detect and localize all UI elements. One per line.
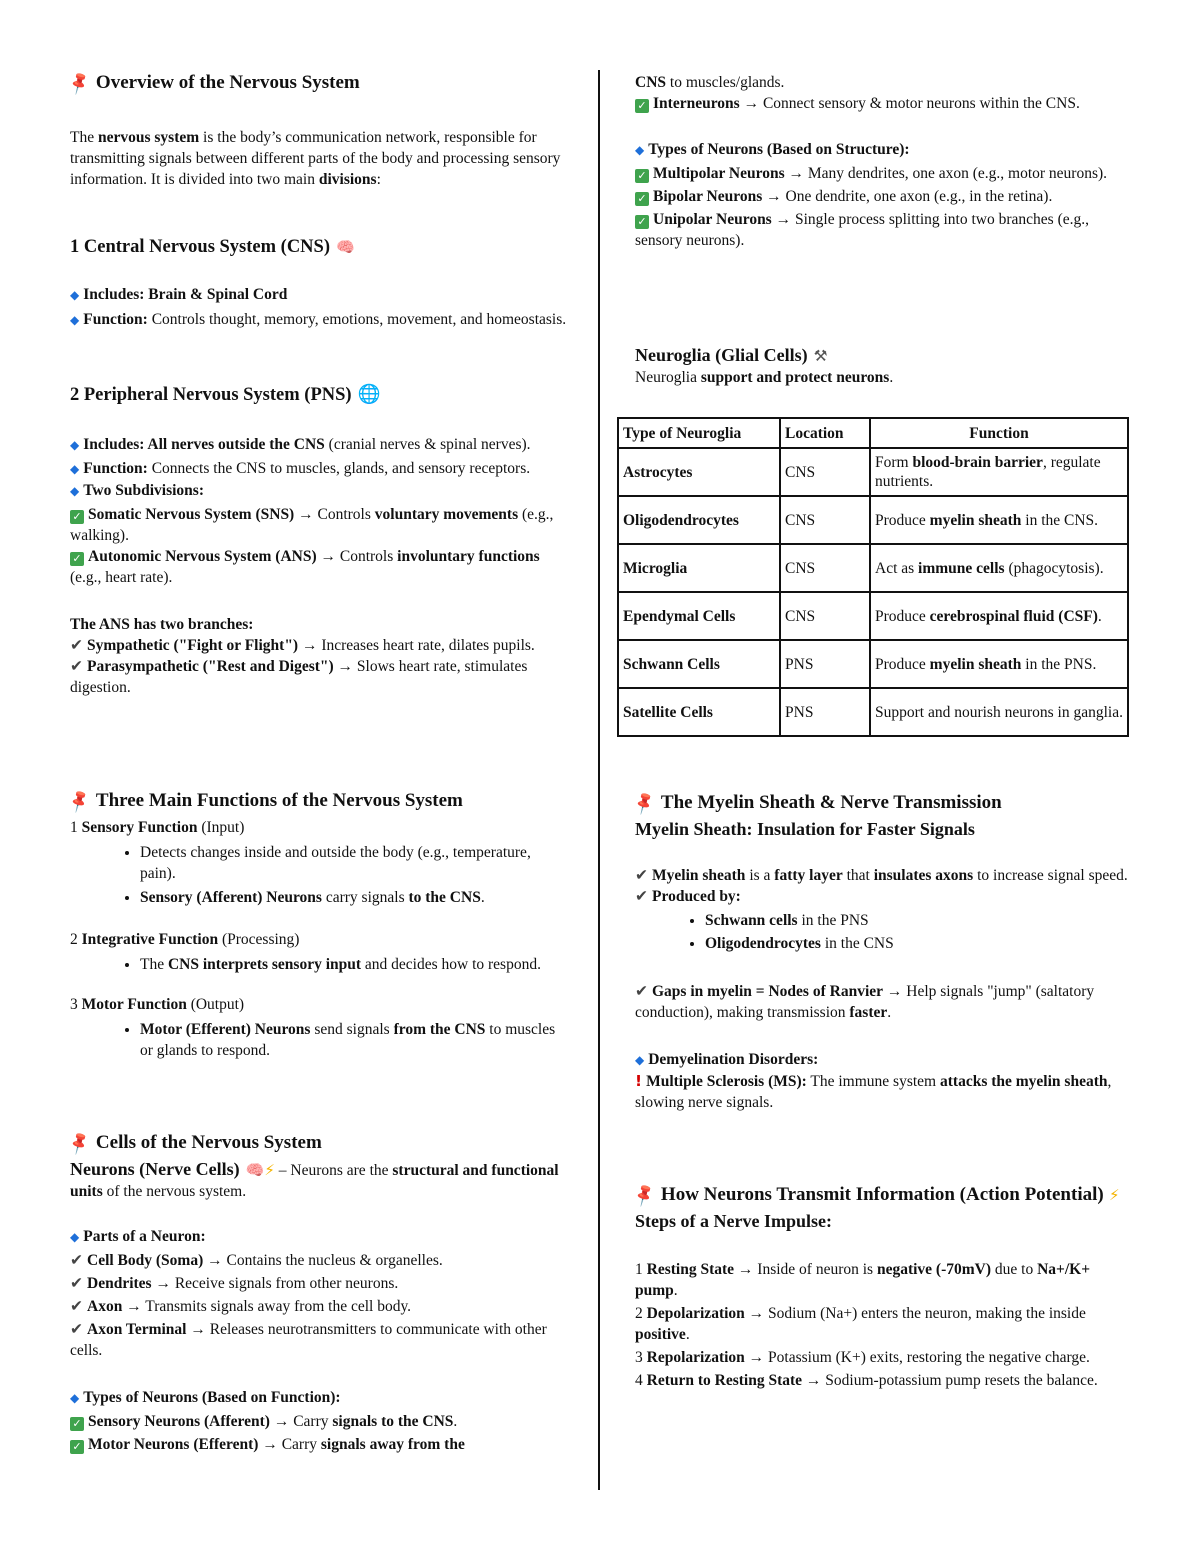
cell-type: Schwann Cells	[618, 640, 780, 688]
function-3: 3 Motor Function (Output)	[70, 996, 245, 1013]
checkmark-icon: ✓	[70, 510, 84, 524]
part-dendrites: ✔ Dendrites → Receive signals from other neurons.	[70, 1274, 399, 1292]
diamond-icon: ◆	[70, 1230, 80, 1244]
nodes-of-ranvier: ✔ Gaps in myelin = Nodes of Ranvier → Help signals "jump" (saltatory conduction), making transmission faster.	[635, 982, 1095, 1021]
glia-table-wrap	[617, 417, 1123, 737]
cell-type: Microglia	[618, 544, 780, 592]
demyelination-title: ◆ Demyelination Disorders:	[635, 1051, 819, 1068]
diamond-icon: ◆	[70, 1391, 80, 1405]
function-2-bullet-1: • The CNS interprets sensory input and decides how to respond.	[140, 954, 570, 975]
cell-type: Oligodendrocytes	[618, 496, 780, 544]
diamond-icon: ◆	[635, 1053, 645, 1067]
cell-location: PNS	[780, 688, 870, 736]
sns-item: ✓ Somatic Nervous System (SNS) → Controls voluntary movements (e.g., walking).	[70, 506, 554, 544]
type-bipolar: ✓ Bipolar Neurons → One dendrite, one axon (e.g., in the retina).	[635, 186, 1135, 207]
brain-icon: 🧠	[245, 1161, 265, 1179]
function-1-bullet-2: • Sensory (Afferent) Neurons carry signals to the CNS.	[140, 887, 570, 908]
checkmark-icon: ✓	[70, 552, 84, 566]
parts-title: ◆ Parts of a Neuron:	[70, 1228, 206, 1245]
myelin-title: 📌 The Myelin Sheath & Nerve Transmission	[635, 790, 1135, 817]
diamond-icon: ◆	[70, 484, 80, 498]
pushpin-icon: 📌	[631, 1183, 658, 1208]
checkmark-icon: ✓	[635, 192, 649, 206]
types-structure-title: ◆ Types of Neurons (Based on Structure):	[635, 141, 910, 158]
overview-section	[66, 70, 570, 97]
step-2: 2 Depolarization → Sodium (Na+) enters the neuron, making the inside positive.	[635, 1305, 1086, 1343]
produced-oligodendrocytes: • Oligodendrocytes in the CNS	[705, 933, 1135, 954]
cells-title: 📌 Cells of the Nervous System	[70, 1130, 570, 1157]
table-row	[618, 592, 1128, 640]
part-axon: ✔ Axon → Transmits signals away from the cell body.	[70, 1297, 412, 1315]
myelin-subtitle: Myelin Sheath: Insulation for Faster Signals	[635, 819, 975, 839]
header-location: Location	[780, 418, 870, 448]
checkmark-icon: ✓	[635, 215, 649, 229]
checkmark-icon: ✓	[70, 1440, 84, 1454]
parasympathetic-item: ✔ Parasympathetic ("Rest and Digest") → Slows heart rate, stimulates digestion.	[70, 657, 528, 696]
brain-icon: 🧠	[336, 238, 355, 256]
cell-function: Support and nourish neurons in ganglia.	[870, 688, 1128, 736]
checkmark-icon: ✓	[635, 169, 649, 183]
produced-by: ✔ Produced by:	[635, 887, 741, 905]
pns-heading: 2 Peripheral Nervous System (PNS) 🌐	[70, 384, 381, 405]
cns-section	[70, 234, 570, 331]
header-function: Function	[870, 418, 1128, 448]
type-interneurons: ✓ Interneurons → Connect sensory & motor neurons within the CNS.	[635, 93, 1135, 114]
pushpin-icon: 📌	[631, 791, 658, 816]
pushpin-icon: 📌	[66, 71, 93, 96]
cell-location: CNS	[780, 448, 870, 496]
myelin-definition: ✔ Myelin sheath is a fatty layer that insulates axons to increase signal speed.	[635, 866, 1128, 884]
action-title: 📌 How Neurons Transmit Information (Action Potential) ⚡	[635, 1182, 1135, 1209]
cell-type: Astrocytes	[618, 448, 780, 496]
ans-branches-title: The ANS has two branches:	[70, 616, 254, 633]
cell-function: Act as immune cells (phagocytosis).	[870, 544, 1128, 592]
diamond-icon: ◆	[70, 288, 80, 302]
cell-function: Produce myelin sheath in the CNS.	[870, 496, 1128, 544]
function-2: 2 Integrative Function (Processing)	[70, 931, 300, 948]
diamond-icon: ◆	[70, 313, 80, 327]
table-row	[618, 640, 1128, 688]
cns-heading: 1 Central Nervous System (CNS) 🧠	[70, 237, 355, 257]
sympathetic-item: ✔ Sympathetic ("Fight or Flight") → Increases heart rate, dilates pupils.	[70, 636, 535, 654]
table-row	[618, 496, 1128, 544]
action-potential-section	[631, 1182, 1135, 1391]
cell-type: Satellite Cells	[618, 688, 780, 736]
functions-title: 📌 Three Main Functions of the Nervous System	[70, 788, 570, 815]
cell-location: CNS	[780, 544, 870, 592]
function-1: 1 Sensory Function (Input)	[70, 819, 245, 836]
cns-function: ◆ Function: Controls thought, memory, emotions, movement, and homeostasis.	[70, 311, 567, 328]
function-1-bullet-1: • Detects changes inside and outside the body (e.g., temperature, pain).	[140, 842, 570, 884]
tick-icon: ✔	[70, 1320, 83, 1338]
pushpin-icon: 📌	[66, 789, 93, 814]
tick-icon: ✔	[635, 866, 648, 884]
column-divider	[598, 70, 600, 1490]
type-unipolar: ✓ Unipolar Neurons → Single process splitting into two branches (e.g., sensory neurons).	[635, 211, 1089, 249]
table-row	[618, 544, 1128, 592]
glia-intro: Neuroglia support and protect neurons.	[635, 369, 894, 386]
cell-function: Form blood-brain barrier, regulate nutrients.	[870, 448, 1128, 496]
step-4: 4 Return to Resting State → Sodium-potassium pump resets the balance.	[635, 1372, 1098, 1389]
tick-icon: ✔	[70, 1251, 83, 1269]
neurons-intro: Neurons (Nerve Cells) 🧠⚡ – Neurons are the structural and functional units of the nervous system.	[70, 1159, 559, 1200]
pns-two-subdivisions: ◆ Two Subdivisions:	[70, 482, 204, 499]
function-3-bullet-1: • Motor (Efferent) Neurons send signals from the CNS to muscles or glands to respond.	[140, 1019, 570, 1061]
glia-heading: Neuroglia (Glial Cells) ⚒	[635, 345, 828, 365]
cell-location: CNS	[780, 592, 870, 640]
lightning-icon: ⚡	[264, 1161, 275, 1179]
cell-type: Ependymal Cells	[618, 592, 780, 640]
globe-icon: 🌐	[357, 384, 381, 405]
lightning-icon: ⚡	[1103, 1186, 1120, 1204]
checkmark-icon: ✓	[635, 99, 649, 113]
type-multipolar: ✓ Multipolar Neurons → Many dendrites, one axon (e.g., motor neurons).	[635, 163, 1135, 184]
table-row	[618, 688, 1128, 736]
tick-icon: ✔	[70, 1274, 83, 1292]
overview-title: 📌 Overview of the Nervous System	[70, 70, 570, 97]
type-motor-continued: CNS to muscles/glands.	[635, 74, 785, 91]
functions-section	[66, 788, 570, 1061]
type-motor: ✓ Motor Neurons (Efferent) → Carry signals away from the	[70, 1434, 570, 1455]
tick-icon: ✔	[70, 636, 83, 654]
cell-function: Produce cerebrospinal fluid (CSF).	[870, 592, 1128, 640]
cell-function: Produce myelin sheath in the PNS.	[870, 640, 1128, 688]
cell-location: PNS	[780, 640, 870, 688]
types-function-title: ◆ Types of Neurons (Based on Function):	[70, 1389, 341, 1406]
cell-location: CNS	[780, 496, 870, 544]
multiple-sclerosis: ! Multiple Sclerosis (MS): The immune system attacks the myelin sheath, slowing nerve signals.	[635, 1072, 1112, 1111]
tools-icon: ⚒	[813, 347, 828, 365]
part-cell-body: ✔ Cell Body (Soma) → Contains the nucleus & organelles.	[70, 1251, 443, 1269]
type-sensory: ✓ Sensory Neurons (Afferent) → Carry signals to the CNS.	[70, 1411, 570, 1432]
tick-icon: ✔	[70, 1297, 83, 1315]
myelin-section	[631, 790, 1135, 1113]
cns-includes: ◆ Includes: Brain & Spinal Cord	[70, 286, 288, 303]
header-type: Type of Neuroglia	[618, 418, 780, 448]
step-3: 3 Repolarization → Potassium (K+) exits, restoring the negative charge.	[635, 1349, 1090, 1366]
pns-includes: ◆ Includes: All nerves outside the CNS (cranial nerves & spinal nerves).	[70, 436, 531, 453]
overview-intro: The nervous system is the body’s communication network, responsible for transmitting signals between different parts of the body and processing sensory information. It is divided into two main divisions:	[70, 129, 561, 188]
pns-section	[70, 382, 570, 698]
tick-icon: ✔	[70, 657, 83, 675]
tick-icon: ✔	[635, 982, 648, 1000]
action-subtitle: Steps of a Nerve Impulse:	[635, 1211, 832, 1231]
glia-table	[617, 417, 1129, 737]
types-continued	[635, 72, 1135, 251]
diamond-icon: ◆	[70, 462, 80, 476]
part-axon-terminal: ✔ Axon Terminal → Releases neurotransmitters to communicate with other cells.	[70, 1320, 547, 1359]
diamond-icon: ◆	[70, 438, 80, 452]
tick-icon: ✔	[635, 887, 648, 905]
checkmark-icon: ✓	[70, 1417, 84, 1431]
diamond-icon: ◆	[635, 143, 645, 157]
pns-function: ◆ Function: Connects the CNS to muscles, glands, and sensory receptors.	[70, 460, 531, 477]
table-row	[618, 448, 1128, 496]
ans-item: ✓ Autonomic Nervous System (ANS) → Controls involuntary functions (e.g., heart rate).	[70, 548, 540, 586]
pushpin-icon: 📌	[66, 1131, 93, 1156]
glia-section	[635, 343, 1135, 388]
cells-section	[66, 1130, 570, 1455]
step-1: 1 Resting State → Inside of neuron is negative (-70mV) due to Na+/K+ pump.	[635, 1261, 1091, 1299]
table-header-row	[618, 418, 1128, 448]
exclamation-icon: !	[635, 1072, 643, 1090]
produced-schwann: • Schwann cells in the PNS	[705, 910, 1135, 931]
